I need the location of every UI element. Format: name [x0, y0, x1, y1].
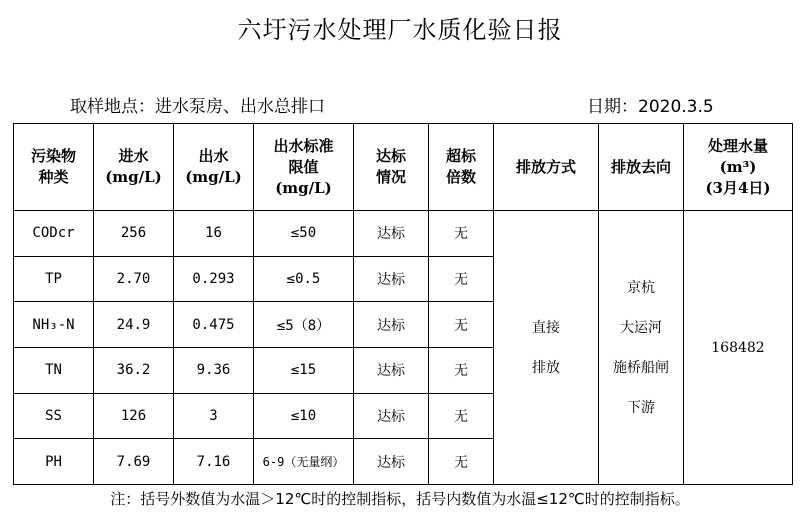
inflow-cell: 24.9: [94, 302, 174, 348]
header-inflow: 进水 (mg/L): [94, 124, 174, 211]
footnote: 注：括号外数值为水温＞12℃时的控制指标，括号内数值为水温≤12℃时的控制指标。: [110, 490, 690, 508]
exceed-cell: 无: [429, 302, 494, 348]
param-cell: TN: [14, 347, 94, 393]
table-row: [14, 211, 793, 257]
exceed-cell: 无: [429, 393, 494, 439]
volume-cell: 168482: [684, 211, 793, 485]
exceed-cell: 无: [429, 211, 494, 257]
limit-cell: ≤50: [254, 211, 354, 257]
limit-cell: ≤15: [254, 347, 354, 393]
discharge-mode-cell: 直接 排放: [494, 211, 599, 485]
header-outflow: 出水 (mg/L): [174, 124, 254, 211]
inflow-cell: 2.70: [94, 256, 174, 302]
status-cell: 达标: [354, 211, 429, 257]
param-cell: TP: [14, 256, 94, 302]
param-cell: CODcr: [14, 211, 94, 257]
outflow-cell: 3: [174, 393, 254, 439]
status-cell: 达标: [354, 347, 429, 393]
report-title: 六圩污水处理厂水质化验日报: [237, 16, 563, 44]
water-quality-table: [13, 123, 793, 485]
limit-cell: ≤5（8）: [254, 302, 354, 348]
limit-cell: ≤0.5: [254, 256, 354, 302]
param-cell: NH₃-N: [14, 302, 94, 348]
discharge-dest-cell: 京杭 大运河 施桥船闸 下游: [599, 211, 684, 485]
header-volume: 处理水量 (m³) (3月4日): [684, 124, 793, 211]
header-status: 达标 情况: [354, 124, 429, 211]
header-row: [14, 124, 793, 211]
header-limit: 出水标准 限值 (mg/L): [254, 124, 354, 211]
status-cell: 达标: [354, 393, 429, 439]
status-cell: 达标: [354, 302, 429, 348]
exceed-cell: 无: [429, 439, 494, 485]
inflow-cell: 256: [94, 211, 174, 257]
param-cell: SS: [14, 393, 94, 439]
outflow-cell: 0.293: [174, 256, 254, 302]
status-cell: 达标: [354, 439, 429, 485]
param-cell: PH: [14, 439, 94, 485]
exceed-cell: 无: [429, 256, 494, 302]
header-pollutant: 污染物 种类: [14, 124, 94, 211]
inflow-cell: 7.69: [94, 439, 174, 485]
exceed-cell: 无: [429, 347, 494, 393]
inflow-cell: 36.2: [94, 347, 174, 393]
status-cell: 达标: [354, 256, 429, 302]
sampling-location: 取样地点：进水泵房、出水总排口: [70, 97, 325, 117]
limit-cell: 6-9（无量纲）: [254, 439, 354, 485]
header-discharge-mode: 排放方式: [494, 124, 599, 211]
inflow-cell: 126: [94, 393, 174, 439]
outflow-cell: 7.16: [174, 439, 254, 485]
header-exceed: 超标 倍数: [429, 124, 494, 211]
report-date: 日期：2020.3.5: [587, 97, 714, 117]
outflow-cell: 9.36: [174, 347, 254, 393]
limit-cell: ≤10: [254, 393, 354, 439]
header-discharge-dest: 排放去向: [599, 124, 684, 211]
outflow-cell: 16: [174, 211, 254, 257]
outflow-cell: 0.475: [174, 302, 254, 348]
